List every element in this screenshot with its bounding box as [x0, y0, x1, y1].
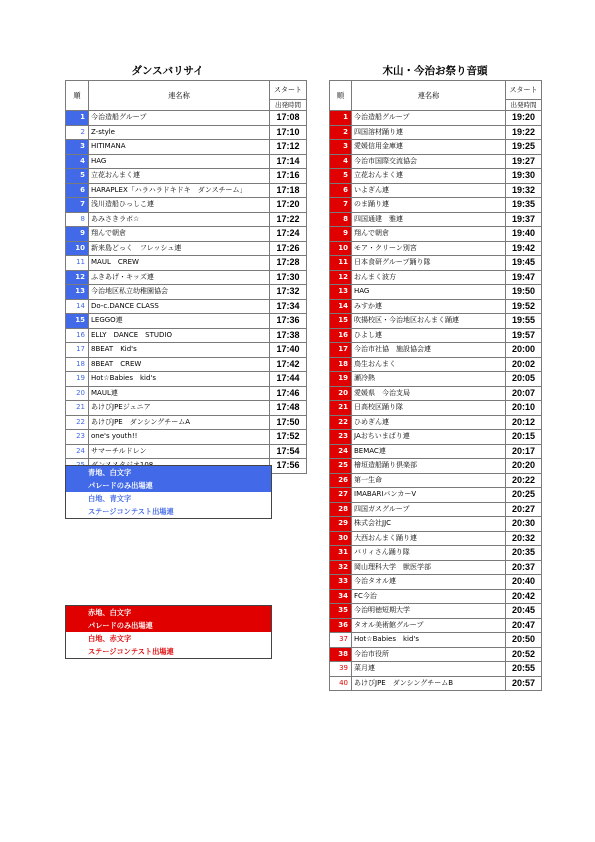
team-name: ELLY DANCE STUDIO	[89, 328, 270, 343]
team-name: 四国通建 雅連	[352, 212, 506, 227]
header-team-name: 連名称	[89, 81, 270, 111]
table-row	[330, 386, 542, 401]
team-name: MAUL連	[89, 386, 270, 401]
team-name: 今治地区私立幼稚園協会	[89, 285, 270, 300]
departure-time: 19:50	[506, 285, 542, 300]
table-row	[330, 357, 542, 372]
table-row	[330, 241, 542, 256]
order-number: 8	[330, 212, 352, 227]
departure-time: 20:20	[506, 459, 542, 474]
order-number: 13	[66, 285, 89, 300]
departure-time: 20:50	[506, 633, 542, 648]
order-number: 3	[66, 140, 89, 155]
header-departure-time: 出発時間	[270, 100, 307, 111]
table-row	[330, 546, 542, 561]
order-number: 11	[330, 256, 352, 271]
order-number: 29	[330, 517, 352, 532]
order-number: 22	[330, 415, 352, 430]
team-name: 愛媛信用金庫連	[352, 140, 506, 155]
table-row	[66, 198, 307, 213]
table-row	[330, 198, 542, 213]
departure-time: 17:48	[270, 401, 307, 416]
left-schedule-table	[65, 80, 307, 474]
order-number: 24	[66, 444, 89, 459]
departure-time: 19:30	[506, 169, 542, 184]
departure-time: 20:57	[506, 676, 542, 691]
team-name: 日本食研グループ踊り隊	[352, 256, 506, 271]
team-name: 今治造船グループ	[352, 111, 506, 126]
order-number: 19	[66, 372, 89, 387]
table-row	[66, 444, 307, 459]
order-number: 16	[330, 328, 352, 343]
team-name: いよぎん連	[352, 183, 506, 198]
team-name: あみさきラボ☆	[89, 212, 270, 227]
team-name: 今治市社協 施設協会連	[352, 343, 506, 358]
order-number: 2	[330, 125, 352, 140]
team-name: 今治明徳短期大学	[352, 604, 506, 619]
table-row	[66, 270, 307, 285]
team-name: HITIMANA	[89, 140, 270, 155]
team-name: 今治造船グループ	[89, 111, 270, 126]
departure-time: 17:10	[270, 125, 307, 140]
table-row	[66, 372, 307, 387]
order-number: 5	[330, 169, 352, 184]
table-row	[330, 314, 542, 329]
order-number: 26	[330, 473, 352, 488]
order-number: 5	[66, 169, 89, 184]
order-number: 9	[66, 227, 89, 242]
team-name: 今治タオル連	[352, 575, 506, 590]
table-row	[330, 575, 542, 590]
table-row	[66, 401, 307, 416]
team-name: Do-c.DANCE CLASS	[89, 299, 270, 314]
table-row	[330, 676, 542, 691]
order-number: 25	[330, 459, 352, 474]
team-name: ひめぎん連	[352, 415, 506, 430]
departure-time: 20:15	[506, 430, 542, 445]
table-row	[330, 169, 542, 184]
order-number: 37	[330, 633, 352, 648]
table-row	[330, 444, 542, 459]
table-row	[330, 531, 542, 546]
table-row	[66, 241, 307, 256]
departure-time: 20:32	[506, 531, 542, 546]
right-schedule-body	[330, 111, 542, 691]
order-number: 6	[330, 183, 352, 198]
team-name: 今治市役所	[352, 647, 506, 662]
team-name: 第一生命	[352, 473, 506, 488]
team-name: 立花おんまく連	[89, 169, 270, 184]
order-number: 33	[330, 575, 352, 590]
departure-time: 20:10	[506, 401, 542, 416]
order-number: 19	[330, 372, 352, 387]
team-name: Hot☆Babies kid's	[352, 633, 506, 648]
header-departure-time: 出発時間	[506, 100, 542, 111]
departure-time: 19:47	[506, 270, 542, 285]
order-number: 35	[330, 604, 352, 619]
departure-time: 17:56	[270, 459, 307, 474]
order-number: 10	[330, 241, 352, 256]
team-name: 株式会社JJC	[352, 517, 506, 532]
table-row	[66, 314, 307, 329]
order-number: 38	[330, 647, 352, 662]
table-row	[330, 459, 542, 474]
table-row	[330, 589, 542, 604]
table-row	[66, 183, 307, 198]
table-row	[66, 430, 307, 445]
team-name: FC今治	[352, 589, 506, 604]
team-name: バリィさん踊り隊	[352, 546, 506, 561]
left-schedule-body	[66, 111, 307, 474]
table-row	[330, 662, 542, 677]
departure-time: 20:42	[506, 589, 542, 604]
order-number: 13	[330, 285, 352, 300]
table-row	[66, 328, 307, 343]
header-start: スタート	[270, 81, 307, 100]
departure-time: 19:37	[506, 212, 542, 227]
departure-time: 17:40	[270, 343, 307, 358]
departure-time: 19:55	[506, 314, 542, 329]
order-number: 20	[330, 386, 352, 401]
table-row	[66, 140, 307, 155]
table-row	[330, 618, 542, 633]
departure-time: 19:32	[506, 183, 542, 198]
table-row	[330, 140, 542, 155]
table-row	[330, 415, 542, 430]
order-number: 27	[330, 488, 352, 503]
departure-time: 17:20	[270, 198, 307, 213]
departure-time: 19:40	[506, 227, 542, 242]
order-number: 2	[66, 125, 89, 140]
departure-time: 19:20	[506, 111, 542, 126]
order-number: 1	[330, 111, 352, 126]
departure-time: 20:27	[506, 502, 542, 517]
order-number: 14	[66, 299, 89, 314]
legend-line: 白地、赤文字	[88, 634, 132, 643]
team-name: Z-style	[89, 125, 270, 140]
order-number: 7	[330, 198, 352, 213]
order-number: 10	[66, 241, 89, 256]
team-name: 鳥生おんまく	[352, 357, 506, 372]
table-row	[330, 125, 542, 140]
header-order: 順	[66, 81, 89, 111]
team-name: 吹揚校区・今治地区おんまく踊連	[352, 314, 506, 329]
departure-time: 17:32	[270, 285, 307, 300]
table-row	[330, 473, 542, 488]
team-name: IMABARIバンカーⅤ	[352, 488, 506, 503]
table-row	[330, 604, 542, 619]
table-row	[66, 415, 307, 430]
team-name: 四国溶材踊り連	[352, 125, 506, 140]
departure-time: 20:47	[506, 618, 542, 633]
legend-line: ステージコンテスト出場連	[88, 507, 174, 516]
header-order: 順	[330, 81, 352, 111]
departure-time: 20:12	[506, 415, 542, 430]
table-row	[66, 285, 307, 300]
table-row	[66, 299, 307, 314]
order-number: 21	[330, 401, 352, 416]
order-number: 7	[66, 198, 89, 213]
departure-time: 17:34	[270, 299, 307, 314]
team-name: MAUL CREW	[89, 256, 270, 271]
table-row	[330, 430, 542, 445]
team-name: 今治市国際交流協会	[352, 154, 506, 169]
order-number: 3	[330, 140, 352, 155]
order-number: 1	[66, 111, 89, 126]
team-name: one's youth!!	[89, 430, 270, 445]
departure-time: 19:45	[506, 256, 542, 271]
header-team-name: 連名称	[352, 81, 506, 111]
table-row	[66, 227, 307, 242]
departure-time: 17:18	[270, 183, 307, 198]
team-name: 檜垣造船踊り倶楽部	[352, 459, 506, 474]
table-row	[66, 386, 307, 401]
order-number: 6	[66, 183, 89, 198]
departure-time: 20:25	[506, 488, 542, 503]
departure-time: 19:57	[506, 328, 542, 343]
departure-time: 17:16	[270, 169, 307, 184]
team-name: みすか連	[352, 299, 506, 314]
table-row	[330, 111, 542, 126]
legend-line: パレードのみ出場連	[66, 619, 271, 632]
departure-time: 19:22	[506, 125, 542, 140]
departure-time: 20:45	[506, 604, 542, 619]
departure-time: 20:22	[506, 473, 542, 488]
departure-time: 20:00	[506, 343, 542, 358]
order-number: 30	[330, 531, 352, 546]
table-row	[66, 125, 307, 140]
departure-time: 20:52	[506, 647, 542, 662]
team-name: Hot☆Babies kid's	[89, 372, 270, 387]
departure-time: 20:05	[506, 372, 542, 387]
table-row	[330, 256, 542, 271]
header-start: スタート	[506, 81, 542, 100]
departure-time: 17:24	[270, 227, 307, 242]
team-name: 四国ガスグループ	[352, 502, 506, 517]
departure-time: 17:50	[270, 415, 307, 430]
team-name: おんまく波方	[352, 270, 506, 285]
table-row	[66, 212, 307, 227]
order-number: 32	[330, 560, 352, 575]
team-name: のま踊り連	[352, 198, 506, 213]
team-name: あけびJPE ダンシングチームA	[89, 415, 270, 430]
departure-time: 17:44	[270, 372, 307, 387]
order-number: 39	[330, 662, 352, 677]
table-row	[330, 154, 542, 169]
right-schedule-title: 木山・今治お祭り音頭	[382, 65, 488, 77]
order-number: 17	[330, 343, 352, 358]
left-schedule-title: ダンスバリサイ	[131, 65, 204, 77]
team-name: HAG	[89, 154, 270, 169]
right-schedule-table	[329, 80, 542, 691]
table-row	[66, 357, 307, 372]
table-row	[330, 212, 542, 227]
departure-time: 20:55	[506, 662, 542, 677]
team-name: サマーチルドレン	[89, 444, 270, 459]
order-number: 4	[66, 154, 89, 169]
order-number: 17	[66, 343, 89, 358]
departure-time: 17:26	[270, 241, 307, 256]
team-name: 新来島どっく フレッシュ連	[89, 241, 270, 256]
order-number: 12	[66, 270, 89, 285]
departure-time: 20:07	[506, 386, 542, 401]
table-row	[66, 343, 307, 358]
order-number: 31	[330, 546, 352, 561]
departure-time: 17:46	[270, 386, 307, 401]
order-number: 22	[66, 415, 89, 430]
departure-time: 19:35	[506, 198, 542, 213]
order-number: 36	[330, 618, 352, 633]
team-name: モア・クリーン別宮	[352, 241, 506, 256]
departure-time: 17:54	[270, 444, 307, 459]
table-row	[330, 270, 542, 285]
team-name: 立花おんまく連	[352, 169, 506, 184]
legend-line: パレードのみ出場連	[66, 479, 271, 492]
table-row	[330, 183, 542, 198]
table-row	[330, 560, 542, 575]
team-name: HARAPLEX「ハラハラドキドキ ダンスチーム」	[89, 183, 270, 198]
table-row	[66, 154, 307, 169]
order-number: 23	[66, 430, 89, 445]
team-name: 大西おんまく踊り連	[352, 531, 506, 546]
team-name: 浅川造船ひっしこ連	[89, 198, 270, 213]
team-name: 8BEAT Kid's	[89, 343, 270, 358]
order-number: 40	[330, 676, 352, 691]
table-row	[330, 488, 542, 503]
departure-time: 17:38	[270, 328, 307, 343]
table-row	[330, 401, 542, 416]
table-row	[330, 633, 542, 648]
order-number: 15	[66, 314, 89, 329]
table-row	[330, 502, 542, 517]
order-number: 4	[330, 154, 352, 169]
departure-time: 20:02	[506, 357, 542, 372]
order-number: 20	[66, 386, 89, 401]
team-name: ひよし連	[352, 328, 506, 343]
departure-time: 20:17	[506, 444, 542, 459]
table-row	[330, 343, 542, 358]
departure-time: 17:14	[270, 154, 307, 169]
order-number: 18	[330, 357, 352, 372]
right-legend-box	[65, 605, 272, 659]
order-number: 18	[66, 357, 89, 372]
team-name: BEMAC連	[352, 444, 506, 459]
departure-time: 17:42	[270, 357, 307, 372]
departure-time: 17:12	[270, 140, 307, 155]
table-row	[330, 227, 542, 242]
team-name: 翔んで朝倉	[89, 227, 270, 242]
team-name: 菜月連	[352, 662, 506, 677]
team-name: あけびJPE ダンシングチームB	[352, 676, 506, 691]
legend-line: ステージコンテスト出場連	[88, 647, 174, 656]
order-number: 23	[330, 430, 352, 445]
team-name: LEGGO連	[89, 314, 270, 329]
table-row	[330, 299, 542, 314]
team-name: ふきあげ・キッズ連	[89, 270, 270, 285]
departure-time: 19:42	[506, 241, 542, 256]
departure-time: 17:52	[270, 430, 307, 445]
departure-time: 17:36	[270, 314, 307, 329]
legend-line: 白地、青文字	[88, 494, 132, 503]
table-row	[66, 111, 307, 126]
table-row	[330, 285, 542, 300]
team-name: 翔んで朝倉	[352, 227, 506, 242]
table-row	[66, 169, 307, 184]
team-name: タオル美術館グループ	[352, 618, 506, 633]
table-row	[330, 647, 542, 662]
team-name: 愛媛県 今治支局	[352, 386, 506, 401]
team-name: 瀬冷熱	[352, 372, 506, 387]
order-number: 11	[66, 256, 89, 271]
order-number: 21	[66, 401, 89, 416]
team-name: あけびJPEジュニア	[89, 401, 270, 416]
order-number: 9	[330, 227, 352, 242]
team-name: 岡山理科大学 獣医学部	[352, 560, 506, 575]
team-name: 日高校区踊り隊	[352, 401, 506, 416]
order-number: 34	[330, 589, 352, 604]
table-row	[330, 517, 542, 532]
departure-time: 17:28	[270, 256, 307, 271]
team-name: JAおちいまばり連	[352, 430, 506, 445]
table-row	[330, 372, 542, 387]
order-number: 28	[330, 502, 352, 517]
legend-line: 青地、白文字	[66, 466, 271, 479]
departure-time: 19:25	[506, 140, 542, 155]
order-number: 16	[66, 328, 89, 343]
departure-time: 17:08	[270, 111, 307, 126]
order-number: 14	[330, 299, 352, 314]
departure-time: 17:30	[270, 270, 307, 285]
departure-time: 20:35	[506, 546, 542, 561]
order-number: 8	[66, 212, 89, 227]
departure-time: 19:27	[506, 154, 542, 169]
departure-time: 19:52	[506, 299, 542, 314]
order-number: 15	[330, 314, 352, 329]
table-row	[330, 328, 542, 343]
left-legend	[65, 465, 272, 519]
legend-line: 赤地、白文字	[66, 606, 271, 619]
departure-time: 20:37	[506, 560, 542, 575]
departure-time: 20:30	[506, 517, 542, 532]
table-row	[66, 256, 307, 271]
order-number: 12	[330, 270, 352, 285]
team-name: 8BEAT CREW	[89, 357, 270, 372]
order-number: 24	[330, 444, 352, 459]
departure-time: 17:22	[270, 212, 307, 227]
team-name: HAG	[352, 285, 506, 300]
departure-time: 20:40	[506, 575, 542, 590]
